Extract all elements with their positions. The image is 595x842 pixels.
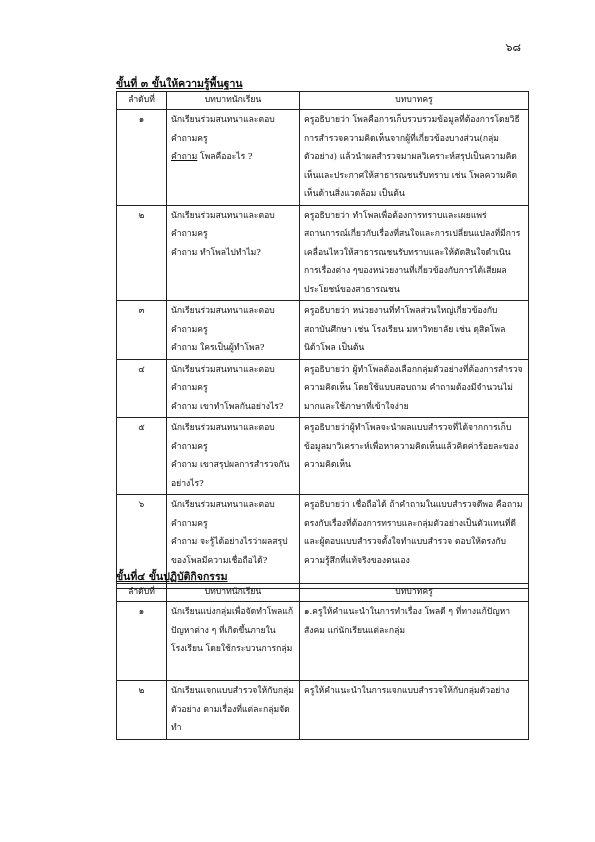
question-line xyxy=(171,533,295,570)
student-role-cell xyxy=(167,359,300,418)
student-role-cell xyxy=(167,301,300,360)
student-text: คำถามครู xyxy=(171,441,208,452)
teacher-role-cell: ครูอธิบายว่า ทำโพลเพื่อต้องการทราบและเผยแพร่สถานการณ์เกี่ยวกับเรื่องที่สนใจและการเปลี่ยนแปลงที่มีการเคลื่อนไหวให้สาธารณชนรับทราบและให้ตัดสินใจดำเนินการเรื่องต่าง ๆของหน่วยงานที่เกี่ยวข้องกับการได้เสียผลประโยชน์ของสาธารณชน xyxy=(300,205,529,301)
table-row xyxy=(117,681,529,740)
table-row xyxy=(117,418,529,495)
row-number: ๔ xyxy=(117,359,167,418)
student-role-cell xyxy=(167,110,300,206)
teacher-role-cell: ครูอธิบายว่า หน่วยงานที่ทำโพลส่วนใหญ่เกี่ยวข้องกับสถาบันศึกษา เช่น โรงเรียน มหาวิทยาลัย เช่น ดุสิตโพล นิด้าโพล เป็นต้น xyxy=(300,301,529,360)
question-label: คำถาม xyxy=(171,537,198,547)
row-number: ๒ xyxy=(117,205,167,301)
row-number: ๑ xyxy=(117,110,167,206)
page-number: ๖๘ xyxy=(505,41,521,54)
student-text: คำถามครู xyxy=(171,518,208,529)
student-text: นักเรียนร่วมสนทนาและตอบ xyxy=(171,500,275,510)
section-heading-step4: ขั้นที่๔ ขั้นปฏิบัติกิจกรรม xyxy=(116,571,228,583)
student-role-cell xyxy=(167,418,300,495)
column-header-student-role: บทบาทนักเรียน xyxy=(167,584,300,602)
question-text: จะรู้ได้อย่างไรว่าผลสรุปของโพลมีความเชื่อถือได้? xyxy=(171,537,288,566)
student-text: คำถามครู xyxy=(171,383,208,393)
question-line xyxy=(171,456,295,493)
question-text: เขาสรุปผลการสำรวจกันอย่างไร? xyxy=(171,460,290,489)
column-header-teacher-role: บทบาทครู xyxy=(300,92,529,110)
section-heading-step3: ขั้นที่ ๓ ขั้นให้ความรู้พื้นฐาน xyxy=(116,78,243,90)
row-number: ๕ xyxy=(117,418,167,495)
column-header-teacher-role: บทบาทครู xyxy=(300,584,529,602)
table-row xyxy=(117,359,529,418)
student-role-cell xyxy=(167,205,300,301)
teacher-role-cell: ครูอธิบายว่า เชื่อถือได้ ถ้าคำถามในแบบสำรวจดีพอ คือถามตรงกับเรื่องที่ต้องการทราบและกลุ่มตัวอย่างเป็นตัวแทนที่ดี และผู้ตอบแบบสำรวจตั้งใจทำแบบสำรวจ ตอบให้ตรงกับความรู้สึกที่แท้จริงของตนเอง xyxy=(300,495,529,589)
student-text: นักเรียนร่วมสนทนาและตอบ xyxy=(171,115,275,125)
student-text: คำถามครู xyxy=(171,229,208,239)
question-line xyxy=(171,244,295,263)
teacher-role-cell: ครูอธิบายว่า ผู้ทำโพลต้องเลือกกลุ่มตัวอย่างที่ต้องการสำรวจความคิดเห็น โดยใช้แบบสอบถาม คำถามต้องมีจำนวนไม่มากและใช้ภาษาที่เข้าใจง่าย xyxy=(300,359,529,418)
student-text: นักเรียนร่วมสนทนาและตอบ xyxy=(171,423,275,433)
question-label: คำถาม xyxy=(171,460,198,470)
table-header-row xyxy=(117,92,529,110)
question-line xyxy=(171,398,295,417)
teacher-role-cell: ครูอธิบายว่าผู้ทำโพลจะนำผลแบบสำรวจที่ได้จากการเก็บข้อมูลมาวิเคราะห์เพื่อหาความคิดเห็นแล้วคิดค่าร้อยละของความคิดเห็น xyxy=(300,418,529,495)
column-header-order: ลำดับที่ xyxy=(117,92,167,110)
question-text: เขาทำโพลกันอย่างไร? xyxy=(197,401,284,412)
question-line xyxy=(171,148,295,167)
step4-table xyxy=(116,583,529,740)
teacher-role-cell: ครูให้คำแนะนำในการแจกแบบสำรวจให้กับกลุ่มตัวอย่าง xyxy=(300,681,529,740)
question-label: คำถาม xyxy=(171,152,198,162)
table-row xyxy=(117,301,529,360)
table-row xyxy=(117,110,529,206)
student-role-cell: นักเรียนแจกแบบสำรวจให้กับกลุ่มตัวอย่าง ตามเรื่องที่แต่ละกลุ่มจัดทำ xyxy=(167,681,300,740)
student-text: นักเรียนร่วมสนทนาและตอบ xyxy=(171,364,275,375)
question-label: คำถาม xyxy=(171,401,198,412)
student-text: คำถามครู xyxy=(171,324,208,335)
student-text: นักเรียนร่วมสนทนาและตอบ xyxy=(171,306,275,316)
teacher-role-cell: ครูอธิบายว่า โพลคือการเก็บรวบรวมข้อมูลที่ต้องการโดยวิธีการสำรวจความคิดเห็นจากผู้ที่เกี่ยวข้องบางส่วน(กลุ่มตัวอย่าง) แล้วนำผลสำรวจมาผลวิเคราะห์สรุปเป็นความคิดเห็นและประกาศให้สาธารณชนรับทราบ เช่น โพลความคิดเห็นด้านสิ่งแวดล้อม เป็นต้น xyxy=(300,110,529,206)
question-text: ทำโพลไปทำไม? xyxy=(197,247,261,258)
question-text: ใครเป็นผู้ทำโพล? xyxy=(197,343,265,353)
table-row xyxy=(117,205,529,301)
row-number: ๒ xyxy=(117,681,167,740)
row-number: ๑ xyxy=(117,602,167,681)
student-role-cell: นักเรียนแบ่งกลุ่มเพื่อจัดทำโพลแก้ปัญหาต่าง ๆ ที่เกิดขึ้นภายในโรงเรียน โดยใช้กระบวนการกลุ่ม xyxy=(167,602,300,681)
row-number: ๓ xyxy=(117,301,167,360)
question-label: คำถาม xyxy=(171,247,198,258)
question-text: โพลคืออะไร ? xyxy=(197,152,253,162)
question-label: คำถาม xyxy=(171,343,198,353)
question-line xyxy=(171,339,295,358)
column-header-order: ลำดับที่ xyxy=(117,584,167,602)
teacher-role-cell: ๑.ครูให้คำแนะนำในการทำเรื่อง โพลดี ๆ ที่ทางแก้ปัญหาสังคม แก่นักเรียนแต่ละกลุ่ม xyxy=(300,602,529,681)
student-text: คำถามครู xyxy=(171,133,208,144)
student-text: นักเรียนร่วมสนทนาและตอบ xyxy=(171,210,275,221)
column-header-student-role: บทบาทนักเรียน xyxy=(167,92,300,110)
table-row xyxy=(117,602,529,681)
step3-table xyxy=(116,91,529,589)
row-number: ๖ xyxy=(117,495,167,589)
table-header-row xyxy=(117,584,529,602)
